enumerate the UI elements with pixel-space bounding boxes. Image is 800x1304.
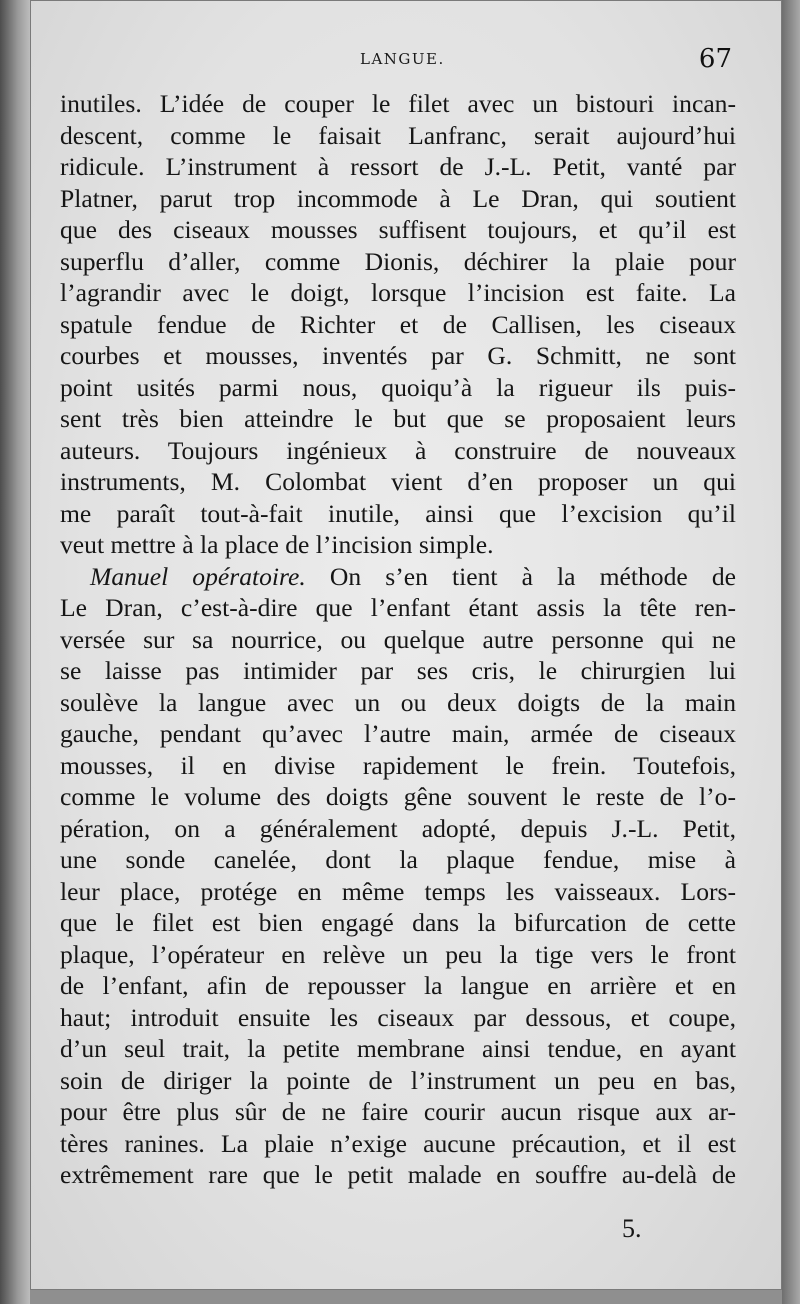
- text-line: une sonde canelée, dont la plaque fendue, mise à: [60, 845, 736, 874]
- signature-mark: 5.: [622, 1214, 642, 1243]
- text-line: courbes et mousses, inventés par G. Schmitt, ne sont: [60, 341, 736, 370]
- text-line: pour être plus sûr de ne faire courir aucun risque aux ar-: [60, 1097, 736, 1126]
- text-line: superflu d’aller, comme Dionis, déchirer la plaie pour: [60, 246, 736, 276]
- running-head: LANGUE.: [360, 50, 445, 68]
- text-line: comme le volume des doigts gêne souvent le reste de l’o-: [60, 782, 736, 811]
- paragraph: [60, 561, 736, 1191]
- text-line: Platner, parut trop incommode à Le Dran, qui soutient: [60, 183, 736, 213]
- text-line: point usités parmi nous, quoiqu’à la rigueur ils puis-: [60, 372, 736, 402]
- text-line: de l’enfant, afin de repousser la langue en arrière et en: [60, 971, 736, 1000]
- paragraph: [60, 88, 736, 561]
- text-line: se laisse pas intimider par ses cris, le chirurgien lui: [60, 656, 736, 685]
- text-line: gauche, pendant qu’avec l’autre main, armée de ciseaux: [60, 719, 736, 748]
- text-line: spatule fendue de Richter et de Callisen, les ciseaux: [60, 309, 736, 339]
- binding-edge: [0, 0, 30, 1304]
- book-page: [30, 0, 782, 1290]
- text-line: leur place, protége en même temps les vaisseaux. Lors-: [60, 876, 736, 906]
- text-line: haut; introduit ensuite les ciseaux par dessous, et coupe,: [60, 1002, 736, 1032]
- text-line: soin de diriger la pointe de l’instrument un peu en bas,: [60, 1065, 736, 1095]
- text-line: que des ciseaux mousses suffisent toujours, et qu’il est: [60, 215, 736, 244]
- body-text: [60, 88, 736, 1191]
- text-line: Le Dran, c’est-à-dire que l’enfant étant assis la tête ren-: [60, 593, 736, 622]
- section-lead-italic: Manuel opératoire.: [90, 561, 306, 591]
- text-line: [60, 561, 736, 593]
- text-line: inutiles. L’idée de couper le filet avec un bistouri incan-: [60, 89, 736, 118]
- page-edge-shadow: [782, 0, 800, 1304]
- page-number: 67: [698, 44, 732, 74]
- text-line: d’un seul trait, la petite membrane ainsi tendue, en ayant: [60, 1034, 736, 1063]
- text-line: me paraît tout-à-fait inutile, ainsi que l’excision qu’il: [60, 498, 736, 528]
- text-line-rest: On s’en tient à la méthode de: [305, 561, 736, 591]
- text-line: versée sur sa nourrice, ou quelque autre personne qui ne: [60, 624, 736, 654]
- text-line: soulève la langue avec un ou deux doigts de la main: [60, 687, 736, 717]
- text-line: tères ranines. La plaie n’exige aucune précaution, et il est: [60, 1128, 736, 1158]
- text-line: instruments, M. Colombat vient d’en proposer un qui: [60, 467, 736, 496]
- text-line: plaque, l’opérateur en relève un peu la tige vers le front: [60, 939, 736, 969]
- text-line: que le filet est bien engagé dans la bifurcation de cette: [60, 908, 736, 937]
- text-line: ridicule. L’instrument à ressort de J.-L. Petit, vanté par: [60, 152, 736, 181]
- text-line: veut mettre à la place de l’incision simple.: [60, 530, 494, 559]
- text-line: sent très bien atteindre le but que se proposaient leurs: [60, 404, 736, 433]
- text-line: descent, comme le faisait Lanfranc, serait aujourd’hui: [60, 120, 736, 150]
- page-header: [60, 44, 732, 74]
- text-line: mousses, il en divise rapidement le frein. Toutefois,: [60, 750, 736, 780]
- text-line: auteurs. Toujours ingénieux à construire de nouveaux: [60, 435, 736, 465]
- text-line: extrêmement rare que le petit malade en souffre au-delà de: [60, 1160, 736, 1189]
- text-line: l’agrandir avec le doigt, lorsque l’incision est faite. La: [60, 278, 736, 307]
- text-line: pération, on a généralement adopté, depuis J.-L. Petit,: [60, 813, 736, 843]
